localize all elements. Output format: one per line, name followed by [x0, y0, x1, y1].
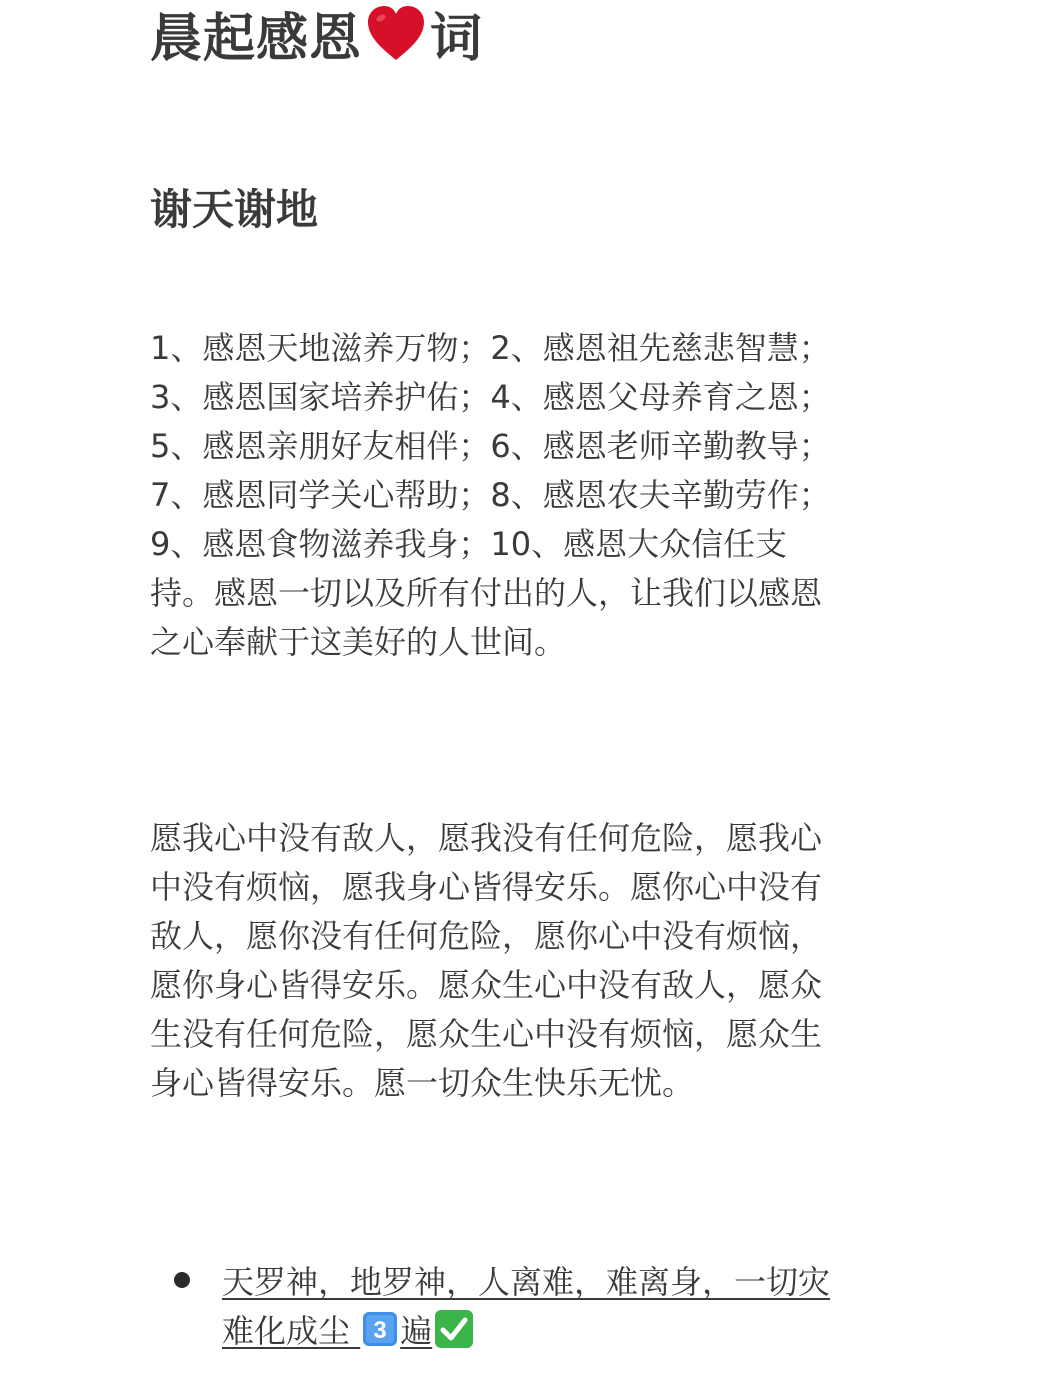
paragraph-line: 持。感恩一切以及所有付出的人，让我们以感恩	[150, 574, 823, 612]
bullet-list	[172, 1258, 830, 1356]
paragraph-line: 5、感恩亲朋好友相伴；6、感恩老师辛勤教导；	[150, 427, 831, 465]
page-title	[150, 4, 483, 74]
wishes-paragraph	[150, 814, 822, 1108]
paragraph-line: 9、感恩食物滋养我身；10、感恩大众信任支	[150, 525, 788, 563]
chant-line-1: 天罗神，地罗神，人离难，难离身，一切灾	[222, 1263, 831, 1301]
title-text-end: 词	[430, 9, 484, 69]
paragraph-line: 之心奉献于这美好的人世间。	[150, 623, 567, 661]
paragraph-line: 愿你身心皆得安乐。愿众生心中没有敌人，愿众	[150, 966, 823, 1004]
chant-line-2-text: 难化成尘	[222, 1312, 361, 1350]
paragraph-line: 中没有烦恼，愿我身心皆得安乐。愿你心中没有	[150, 868, 823, 906]
keycap-3-icon	[362, 1311, 398, 1347]
chant-line-2	[222, 1307, 830, 1356]
section-heading: 谢天谢地	[150, 185, 319, 234]
paragraph-line: 愿我心中没有敌人，愿我没有任何危险，愿我心	[150, 819, 823, 857]
gratitude-paragraph	[150, 324, 831, 667]
list-item	[172, 1258, 830, 1356]
green-check-mark-icon	[434, 1309, 474, 1349]
underlined-chant-text	[222, 1258, 830, 1356]
paragraph-line: 生没有任何危险，愿众生心中没有烦恼，愿众生	[150, 1015, 823, 1053]
paragraph-line: 身心皆得安乐。愿一切众生快乐无忧。	[150, 1064, 695, 1102]
red-heart-icon	[364, 4, 428, 62]
chant-line-2-suffix: 遍	[400, 1312, 433, 1350]
title-text: 晨起感恩	[150, 9, 363, 69]
paragraph-line: 7、感恩同学关心帮助；8、感恩农夫辛勤劳作；	[150, 476, 831, 514]
paragraph-line: 1、感恩天地滋养万物；2、感恩祖先慈悲智慧；	[150, 329, 831, 367]
keycap-digit: 3	[373, 1317, 387, 1344]
paragraph-line: 3、感恩国家培养护佑；4、感恩父母养育之恩；	[150, 378, 831, 416]
bullet-dot-icon	[174, 1272, 190, 1288]
paragraph-line: 敌人，愿你没有任何危险，愿你心中没有烦恼，	[150, 917, 823, 955]
